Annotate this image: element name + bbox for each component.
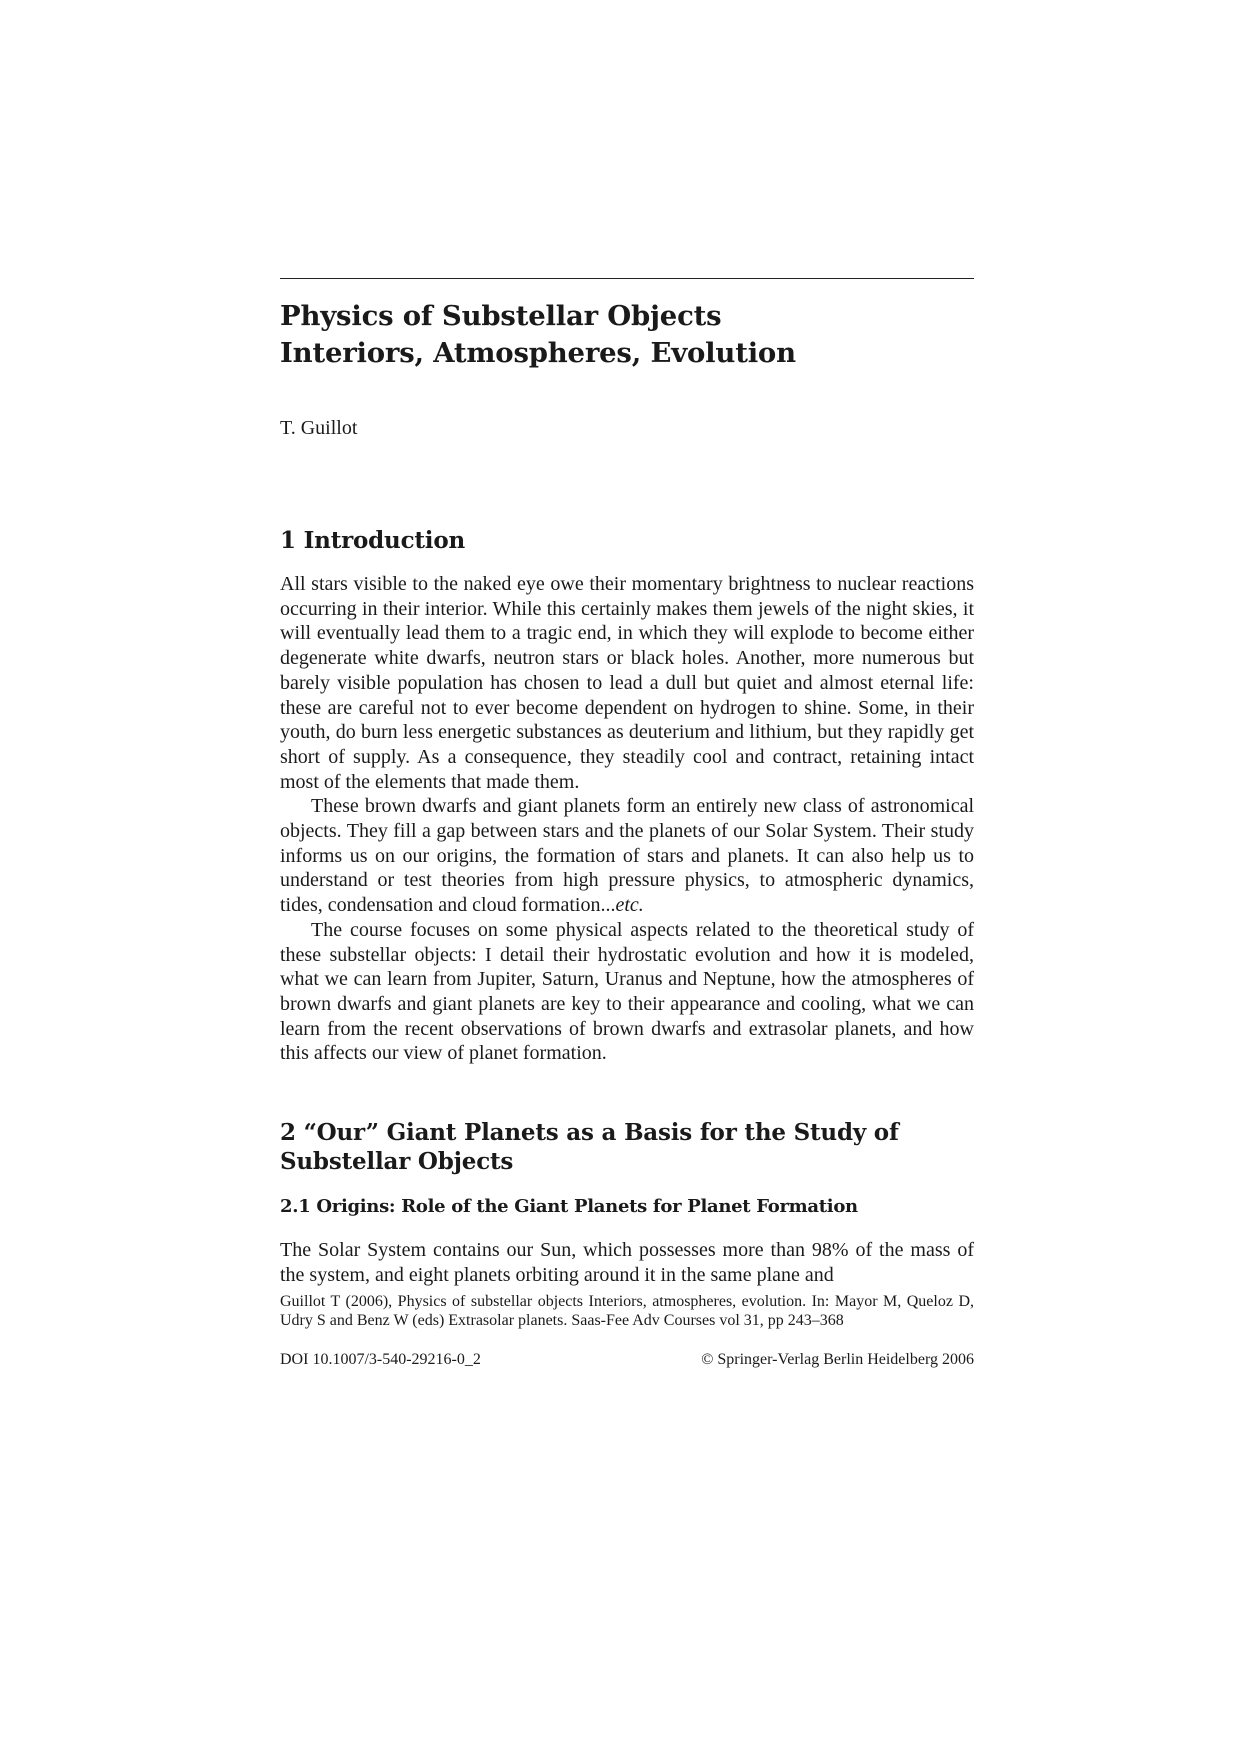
paper-page: [280, 0, 974, 1754]
citation-footnote: Guillot T (2006), Physics of substellar objects Interiors, atmospheres, evolution. In: Mayor M, Queloz D, Udry S and Benz W (eds) Extrasolar planets. Saas-Fee Adv Courses vol 31, pp 243–368: [280, 1293, 974, 1329]
section-1-heading-text: 1 Introduction: [280, 527, 466, 554]
paper-title: [280, 298, 974, 372]
top-rule: [280, 278, 974, 279]
section-2-body: [280, 1238, 974, 1287]
intro-paragraph-2-etc: etc.: [615, 894, 644, 917]
section-2-paragraph-1: The Solar System contains our Sun, which possesses more than 98% of the mass of the system, and eight planets orbiting around it in the same plane and: [280, 1239, 974, 1286]
title-line-1: Physics of Substellar Objects: [280, 300, 722, 332]
intro-paragraph-2: [280, 794, 974, 918]
subsection-2-1-heading: 2.1 Origins: Role of the Giant Planets for Planet Formation: [280, 1196, 858, 1217]
intro-paragraph-3: The course focuses on some physical aspects related to the theoretical study of these substellar objects: I detail their hydrostatic evolution and how it is modeled, what we can learn from Jupiter, Saturn, Uranus and Neptune, how the atmospheres of brown dwarfs and giant planets are key to their appearance and cooling, what we can learn from the recent observations of brown dwarfs and extrasolar planets, and how this affects our view of planet formation.: [280, 918, 974, 1065]
copyright: © Springer-Verlag Berlin Heidelberg 2006: [701, 1351, 974, 1368]
section-1-heading: [280, 526, 974, 555]
intro-paragraph-2-text: These brown dwarfs and giant planets form an entirely new class of astronomical objects. They fill a gap between stars and the planets of our Solar System. Their study informs us on our origins, the formation of stars and planets. It can also help us to understand or test theories from high pressure physics, to atmospheric dynamics, tides, condensation and cloud formation...: [280, 795, 974, 917]
doi: DOI 10.1007/3-540-29216-0_2: [280, 1351, 481, 1368]
section-2-heading-line-2: Substellar Objects: [280, 1148, 514, 1175]
intro-paragraph-1: All stars visible to the naked eye owe their momentary brightness to nuclear reactions occurring in their interior. While this certainly makes them jewels of the night skies, it will eventually lead them to a tragic end, in which they will explode to become either degenerate white dwarfs, neutron stars or black holes. Another, more numerous but barely visible population has chosen to lead a dull but quiet and almost eternal life: these are careful not to ever become dependent on hydrogen to shine. Some, in their youth, do burn less energetic substances as deuterium and lithium, but they rapidly get short of supply. As a consequence, they steadily cool and contract, retaining intact most of the elements that made them.: [280, 573, 974, 793]
author: T. Guillot: [280, 417, 358, 439]
footer-line: [280, 1350, 974, 1369]
section-2-heading-line-1: 2 “Our” Giant Planets as a Basis for the Study of: [280, 1119, 899, 1146]
section-2-heading: [280, 1118, 974, 1176]
section-1-body: [280, 572, 974, 1066]
title-line-2: Interiors, Atmospheres, Evolution: [280, 337, 796, 369]
